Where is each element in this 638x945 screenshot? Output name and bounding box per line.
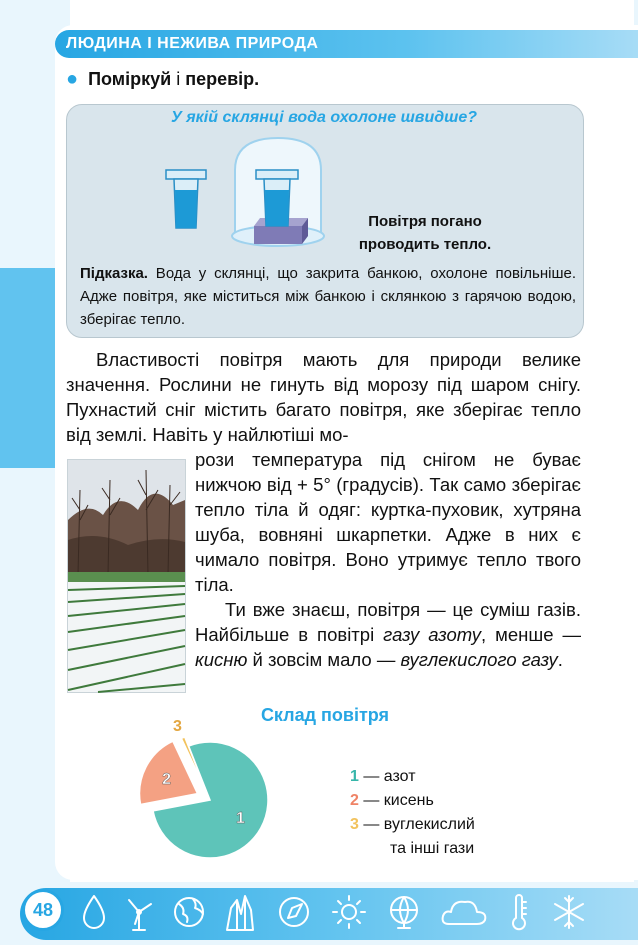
pie-label-2: 2: [162, 770, 171, 788]
legend-item-2: [350, 789, 475, 813]
legend-number: 1: [350, 768, 359, 785]
windmill-icon: [129, 900, 151, 930]
covered-glass-icon: [232, 138, 324, 246]
pie-label-1: 1: [236, 809, 245, 827]
water-drop-icon: [84, 896, 104, 928]
task-bold-1: Поміркуй: [88, 69, 172, 89]
p3-oxygen: кисню: [195, 649, 248, 670]
thermometer-icon: [513, 895, 526, 929]
margin-lower: [0, 470, 55, 945]
legend-item-3: [350, 813, 475, 837]
snow-field-photo: [67, 459, 186, 693]
pie-label-3: 3: [172, 717, 182, 735]
legend-text: — кисень: [358, 792, 434, 809]
p3-co2: вуглекислого газу: [400, 649, 558, 670]
hint-label: Підказка.: [80, 265, 148, 282]
paragraph-1: Властивості повітря мають для природи велике значення. Рослини не гинуть від морозу під шаром снігу. Пухнастий сніг містить багато повітря, яке зберігає тепло від землі. Навіть у найлютіші мо-: [66, 349, 581, 445]
globe-icon: [175, 898, 203, 926]
p3-part-e: й зовсім мало —: [247, 649, 401, 670]
experiment-note: [340, 210, 510, 256]
cloud-icon: [443, 902, 486, 924]
page-number: 48: [22, 889, 64, 931]
note-line-1: Повітря погано: [368, 213, 482, 230]
air-composition-pie-chart: [100, 717, 300, 880]
earth-globe-icon: [391, 897, 417, 928]
hint-text: [80, 262, 576, 331]
margin-band: [0, 268, 55, 468]
task-bold-2: перевір.: [185, 69, 260, 89]
legend-number: 3: [350, 816, 359, 833]
compass-icon: [280, 898, 308, 926]
sun-icon: [333, 896, 365, 928]
legend-continuation: та інші гази: [390, 840, 475, 857]
task-heading: [66, 68, 259, 91]
hint-body: Вода у склянці, що закрита банкою, охолоне повільніше. Адже повітря, яке міститься між банкою і склянкою з гарячою водою, зберігає тепло.: [80, 265, 576, 328]
legend-number: 2: [350, 792, 359, 809]
task-mid: і: [171, 69, 186, 89]
p3-part-g: .: [557, 649, 563, 670]
chart-title: Склад повітря: [260, 705, 390, 725]
open-glass-icon: [166, 170, 206, 228]
paragraph-3: [195, 597, 581, 672]
note-line-2: проводить тепло.: [358, 236, 492, 253]
chart-legend: [350, 765, 475, 861]
experiment-question: У якій склянці вода охолоне швидше?: [170, 109, 478, 126]
paragraph-2: рози температура під снігом не буває нижчою від + 5° (градусів). Так само зберігає тепло тіла й одяг: куртка-пуховик, хутряна шуба, вовняні шкарпетки. Адже в них є чимало повітря. Воно утримує тепло твого тіла.: [195, 449, 581, 595]
p3-nitrogen: газу азоту: [383, 624, 482, 645]
glass-jar-illustration: [150, 130, 340, 260]
section-title: ЛЮДИНА І НЕЖИВА ПРИРОДА: [66, 35, 319, 52]
crystal-icon: [227, 896, 253, 930]
snowflake-icon: [555, 896, 583, 928]
legend-item-1: [350, 765, 475, 789]
legend-text: — вуглекислий: [358, 816, 475, 833]
p3-part-a: Ти вже знаєш, повітря — це суміш газів. Найбільше в повітрі: [195, 599, 581, 645]
bullet-icon: ●: [66, 68, 79, 90]
legend-text: — азот: [358, 768, 416, 785]
p3-part-c: , менше —: [481, 624, 581, 645]
footer-icons: [76, 890, 616, 934]
